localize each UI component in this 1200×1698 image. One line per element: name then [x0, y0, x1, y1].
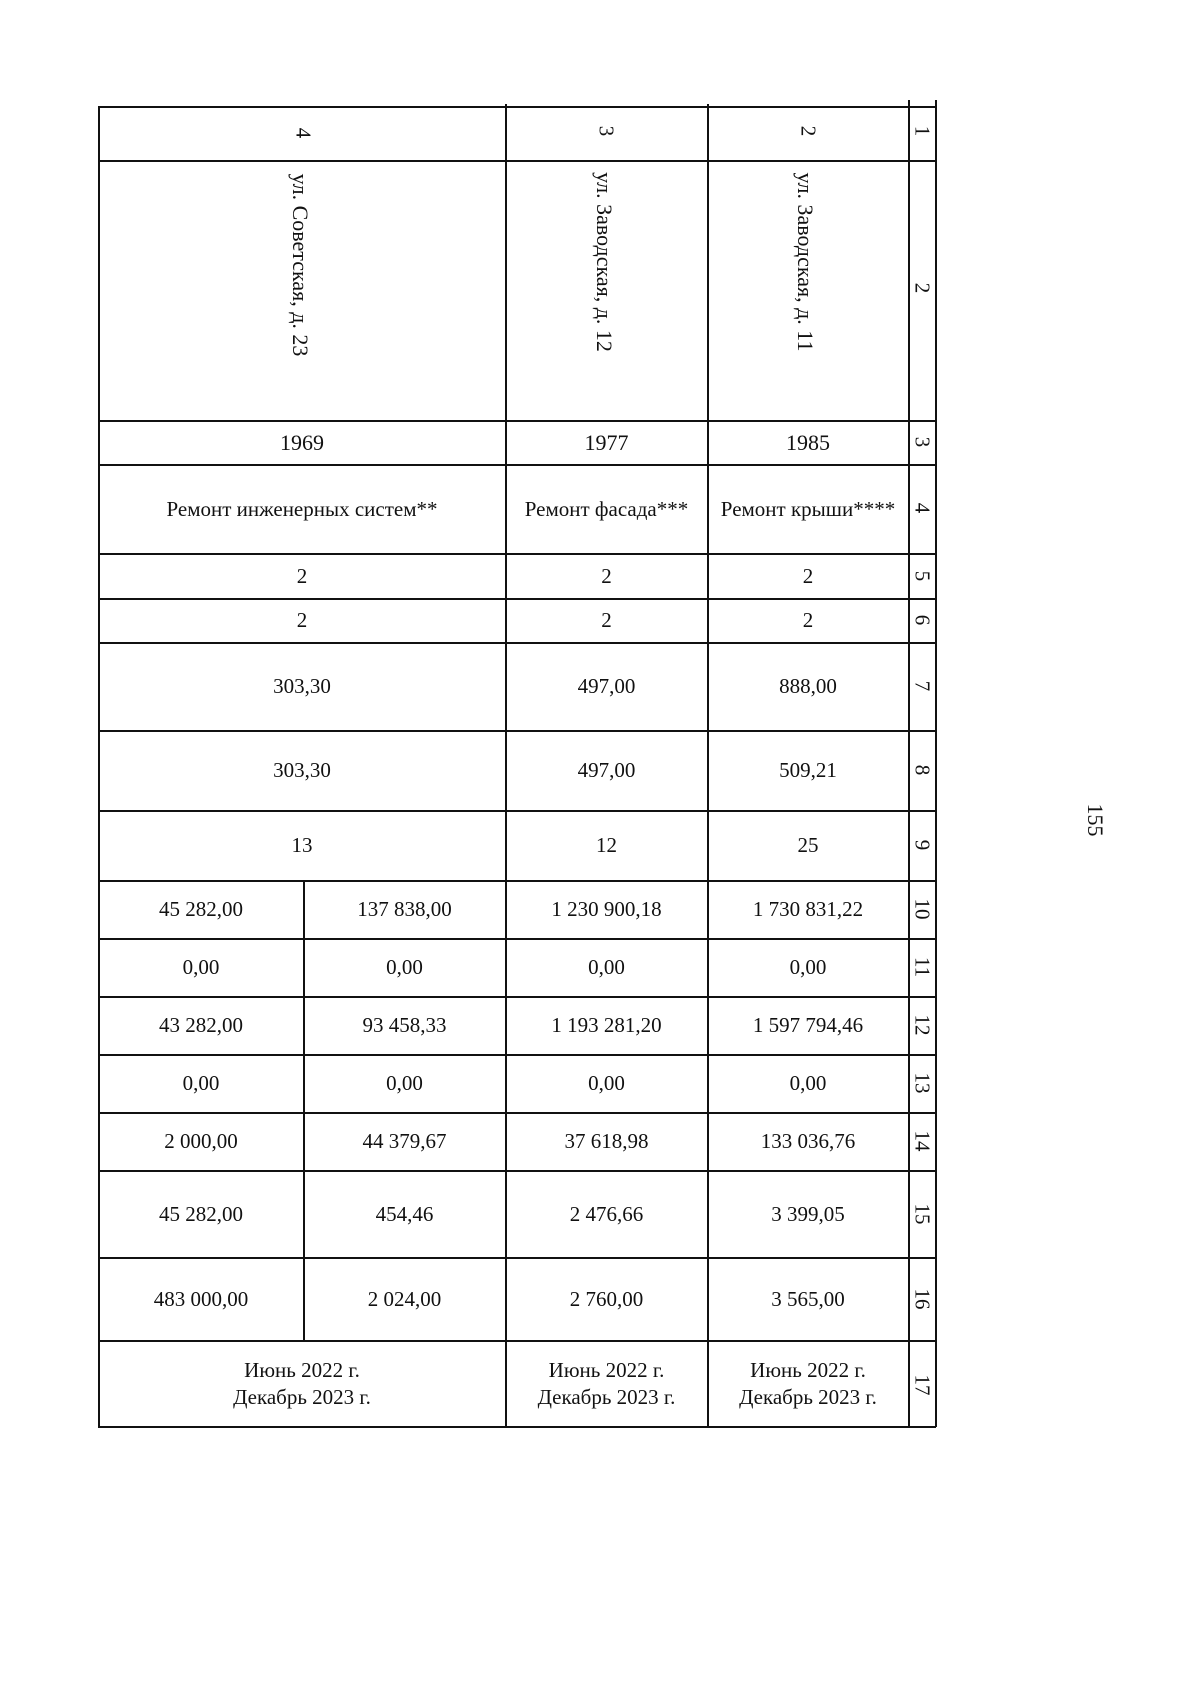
value-cell-r7: 888,00 — [779, 674, 837, 699]
year-cell: 1977 — [584, 429, 629, 455]
value-cell-r10: 1 730 831,22 — [752, 897, 864, 922]
row-number: 2 — [910, 282, 935, 294]
value-cell-r13: 0,00 — [386, 1071, 423, 1096]
row-number: 11 — [910, 956, 935, 978]
value-cell-r15: 2 476,66 — [569, 1201, 644, 1226]
value-cell-r16: 2 760,00 — [569, 1286, 644, 1311]
value-cell-r10: 1 230 900,18 — [551, 897, 662, 922]
value-cell-r5: 2 — [802, 563, 814, 588]
row-number: 1 — [910, 125, 935, 137]
address-cell: ул. Советская, д. 23 — [288, 173, 313, 357]
row-number: 15 — [910, 1203, 935, 1225]
value-cell-r8: 509,21 — [779, 758, 837, 783]
value-cell-r12: 1 597 794,46 — [752, 1013, 864, 1038]
value-cell-r7: 497,00 — [577, 674, 636, 699]
value-cell-r10: 137 838,00 — [357, 897, 452, 922]
column-index: 2 — [796, 125, 821, 137]
value-cell-r6: 2 — [601, 608, 612, 633]
value-cell-r14: 44 379,67 — [362, 1129, 447, 1154]
table-border-right — [935, 100, 937, 1427]
row-number: 3 — [910, 436, 935, 448]
value-cell-r16: 2 024,00 — [367, 1286, 442, 1311]
year-cell: 1969 — [280, 429, 324, 455]
row-number: 13 — [910, 1072, 935, 1094]
work-type-cell: Ремонт инженерных систем** — [166, 496, 438, 521]
page-number: 155 — [1083, 803, 1108, 837]
value-cell-r12: 1 193 281,20 — [551, 1013, 662, 1038]
value-cell-r9: 25 — [797, 833, 819, 858]
value-cell-r15: 3 399,05 — [771, 1201, 845, 1226]
value-cell-r13: 0,00 — [588, 1071, 625, 1096]
value-cell-r11: 0,00 — [588, 955, 625, 980]
value-cell-r10: 45 282,00 — [159, 897, 243, 922]
value-cell-r16: 3 565,00 — [771, 1286, 845, 1311]
value-cell-r11: 0,00 — [789, 955, 827, 980]
row-number: 10 — [910, 898, 935, 920]
value-cell-r5: 2 — [296, 563, 308, 588]
period-cell: Июнь 2022 г. Декабрь 2023 г. — [233, 1358, 371, 1409]
address-cell: ул. Заводская, д. 12 — [592, 172, 617, 352]
value-cell-r15: 454,46 — [375, 1201, 434, 1226]
year-cell: 1985 — [786, 429, 830, 455]
row-number: 6 — [910, 614, 935, 626]
value-cell-r11: 0,00 — [386, 955, 423, 980]
period-cell: Июнь 2022 г. Декабрь 2023 г. — [739, 1358, 877, 1409]
row-divider — [98, 160, 936, 162]
row-number: 16 — [910, 1288, 935, 1310]
column-divider — [908, 100, 910, 1427]
value-cell-r12: 43 282,00 — [159, 1013, 243, 1038]
value-cell-r14: 2 000,00 — [164, 1129, 238, 1154]
value-cell-r12: 93 458,33 — [362, 1013, 447, 1038]
value-cell-r13: 0,00 — [182, 1071, 220, 1096]
row-number: 9 — [910, 839, 935, 851]
value-cell-r11: 0,00 — [182, 955, 220, 980]
row-number: 4 — [910, 502, 935, 514]
value-cell-r5: 2 — [601, 563, 612, 588]
value-cell-r9: 13 — [291, 833, 313, 858]
value-cell-r8: 497,00 — [577, 758, 636, 783]
row-number: 5 — [910, 570, 935, 582]
row-number: 14 — [910, 1130, 935, 1152]
row-number: 12 — [910, 1014, 935, 1036]
work-type-cell: Ремонт фасада*** — [524, 496, 689, 521]
value-cell-r16: 483 000,00 — [153, 1286, 249, 1311]
value-cell-r15: 45 282,00 — [159, 1201, 243, 1226]
column-index: 3 — [594, 125, 619, 137]
row-number: 7 — [910, 680, 935, 692]
value-cell-r6: 2 — [802, 608, 814, 633]
value-cell-r6: 2 — [296, 608, 308, 633]
value-cell-r9: 12 — [596, 833, 617, 858]
table-border-bottom — [98, 1426, 936, 1428]
value-cell-r14: 133 036,76 — [760, 1129, 856, 1154]
address-cell: ул. Заводская, д. 11 — [793, 172, 818, 352]
period-cell: Июнь 2022 г. Декабрь 2023 г. — [537, 1358, 676, 1409]
work-type-cell: Ремонт крыши**** — [720, 496, 896, 521]
table-border-top — [98, 106, 936, 108]
value-cell-r13: 0,00 — [789, 1071, 827, 1096]
value-cell-r14: 37 618,98 — [564, 1129, 649, 1154]
column-index: 4 — [291, 127, 316, 139]
row-number: 8 — [910, 764, 935, 776]
value-cell-r7: 303,30 — [273, 674, 331, 699]
row-number: 17 — [910, 1374, 935, 1396]
value-cell-r8: 303,30 — [273, 758, 331, 783]
